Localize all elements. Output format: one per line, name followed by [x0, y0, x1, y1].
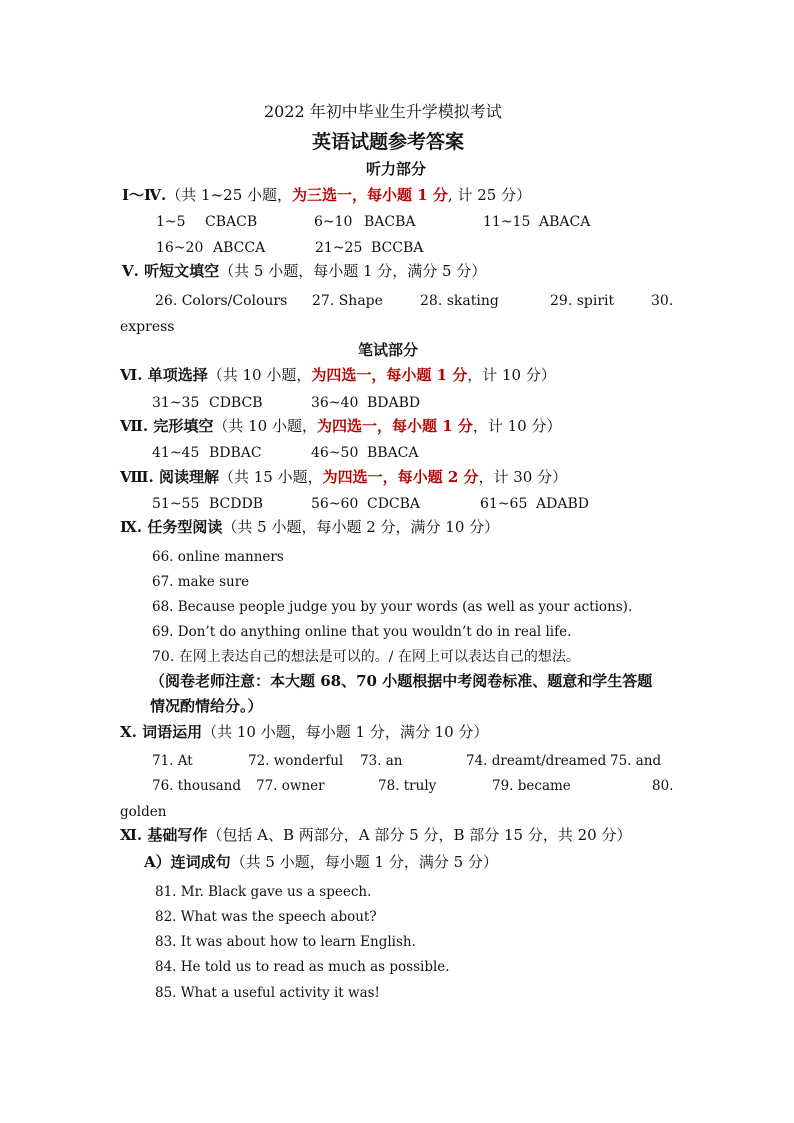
answer-item: 30. [651, 293, 674, 309]
answer-item: 71. At [152, 753, 193, 769]
section-desc: ，计 10 分） [467, 366, 556, 384]
section-label: Ⅺ. [120, 826, 148, 844]
section-label: Ⅴ. [122, 262, 145, 280]
section-label: Ⅸ. [120, 518, 148, 536]
answer-letters: BCCBA [371, 240, 424, 256]
listening-heading: 听力部分 [366, 160, 427, 178]
answer-item: 74. dreamt/dreamed [466, 753, 607, 769]
answer-item: 78. truly [378, 778, 437, 794]
section-1-4-heading [122, 188, 531, 203]
section-desc: （共 10 小题，每小题 1 分，满分 10 分） [202, 723, 489, 741]
section-title: 完形填空 [153, 417, 214, 435]
exam-title: 2022 年初中毕业生升学模拟考试 [264, 102, 502, 121]
section-label: Ⅹ. [120, 723, 143, 741]
section-10-heading [120, 725, 488, 740]
section-desc: （共 5 小题，每小题 1 分，满分 5 分） [219, 262, 487, 280]
answer-letters: ABACA [539, 214, 591, 230]
answer-line: 84. He told us to read as much as possible. [155, 959, 450, 975]
answer-item: 27. Shape [312, 293, 383, 309]
section-9-heading [120, 520, 499, 535]
answer-item: 73. an [360, 753, 403, 769]
answer-line: 67. make sure [152, 574, 250, 590]
answer-letters: BBACA [367, 445, 419, 461]
answer-item: 77. owner [256, 778, 325, 794]
section-7-heading [120, 419, 561, 434]
part-a-heading [144, 855, 498, 870]
answer-item: 79. became [492, 778, 571, 794]
part-label: A） [144, 853, 171, 871]
answer-letters: CDCBA [367, 496, 421, 512]
part-desc: （共 5 小题，每小题 1 分，满分 5 分） [230, 853, 498, 871]
section-desc: ，计 30 分） [478, 468, 568, 486]
section-title: 单项选择 [147, 366, 208, 384]
section-desc: （共 5 小题，每小题 2 分，满分 10 分） [222, 518, 500, 536]
section-desc-highlight: 为四选一，每小题 1 分 [311, 366, 468, 384]
answer-letters: BDABD [367, 395, 421, 411]
answer-range: 11~15 [483, 214, 531, 230]
section-desc: （包括 A、B 两部分，A 部分 5 分，B 部分 15 分，共 20 分） [207, 826, 632, 844]
grader-note: （阅卷老师注意：本大题 68、70 小题根据中考阅卷标准、题意和学生答题 [150, 672, 653, 690]
answer-line: 81. Mr. Black gave us a speech. [155, 884, 372, 900]
answer-item: 28. skating [420, 293, 499, 309]
section-title: 基础写作 [147, 826, 208, 844]
writing-heading: 笔试部分 [358, 341, 419, 359]
section-title: 词语运用 [142, 723, 203, 741]
section-label: Ⅰ～Ⅳ. [122, 186, 167, 204]
answer-letters: ABCCA [213, 240, 266, 256]
section-title: 阅读理解 [158, 468, 219, 486]
answer-range: 61~65 [480, 496, 528, 512]
section-desc: ，计 10 分） [472, 417, 562, 435]
section-desc: , 计 25 分） [447, 186, 532, 204]
answer-letters: CDBCB [209, 395, 263, 411]
answer-range: 46~50 [311, 445, 359, 461]
answer-range: 1~5 [156, 214, 186, 230]
answer-range: 16~20 [156, 240, 204, 256]
section-6-heading [120, 368, 556, 383]
answer-item: 26. Colors/Colours [155, 293, 288, 309]
section-desc: （共 15 小题， [218, 468, 323, 486]
answer-key-title: 英语试题参考答案 [312, 131, 465, 153]
answer-line: 66. online manners [152, 549, 284, 565]
section-desc-highlight: 为四选一，每小题 1 分 [316, 417, 473, 435]
answer-item: 76. thousand [152, 778, 242, 794]
answer-range: 56~60 [311, 496, 359, 512]
section-8-heading [120, 470, 567, 485]
answer-range: 41~45 [152, 445, 200, 461]
part-title: 连词成句 [170, 853, 231, 871]
section-desc: （共 10 小题， [207, 366, 312, 384]
answer-letters: BACBA [364, 214, 416, 230]
answer-line: 70. 在网上表达自己的想法是可以的。/ 在网上可以表达自己的想法。 [152, 649, 580, 665]
grader-note: 情况酌情给分。） [150, 697, 263, 715]
answer-range: 21~25 [315, 240, 363, 256]
answer-item: 80. [652, 778, 674, 794]
answer-wrap: golden [120, 804, 167, 820]
answer-item: 72. wonderful [248, 753, 344, 769]
answer-letters: ADABD [536, 496, 589, 512]
answer-range: 36~40 [311, 395, 359, 411]
answer-letters: BCDDB [209, 496, 263, 512]
answer-item: 29. spirit [550, 293, 615, 309]
section-label: Ⅷ. [120, 468, 159, 486]
section-desc-highlight: 为四选一，每小题 2 分 [322, 468, 479, 486]
answer-line: 82. What was the speech about? [155, 909, 377, 925]
section-desc: （共 1~25 小题， [166, 186, 293, 204]
section-desc-highlight: 为三选一，每小题 1 分 [292, 186, 448, 204]
section-11-heading [120, 828, 632, 843]
answer-wrap: express [120, 319, 175, 335]
section-label: Ⅶ. [120, 417, 154, 435]
section-label: Ⅵ. [120, 366, 148, 384]
answer-line: 83. It was about how to learn English. [155, 934, 416, 950]
section-title: 任务型阅读 [147, 518, 223, 536]
answer-item: 75. and [610, 753, 662, 769]
answer-range: 31~35 [152, 395, 200, 411]
section-desc: （共 10 小题， [213, 417, 317, 435]
answer-letters: BDBAC [209, 445, 262, 461]
answer-range: 51~55 [152, 496, 200, 512]
answer-line: 85. What a useful activity it was! [155, 985, 380, 1001]
section-5-heading [122, 264, 486, 279]
answer-line: 69. Don’t do anything online that you wouldn’t do in real life. [152, 624, 572, 640]
answer-range: 6~10 [314, 214, 353, 230]
answer-line: 68. Because people judge you by your words (as well as your actions). [152, 599, 633, 615]
section-title: 听短文填空 [144, 262, 220, 280]
answer-letters: CBACB [205, 214, 258, 230]
